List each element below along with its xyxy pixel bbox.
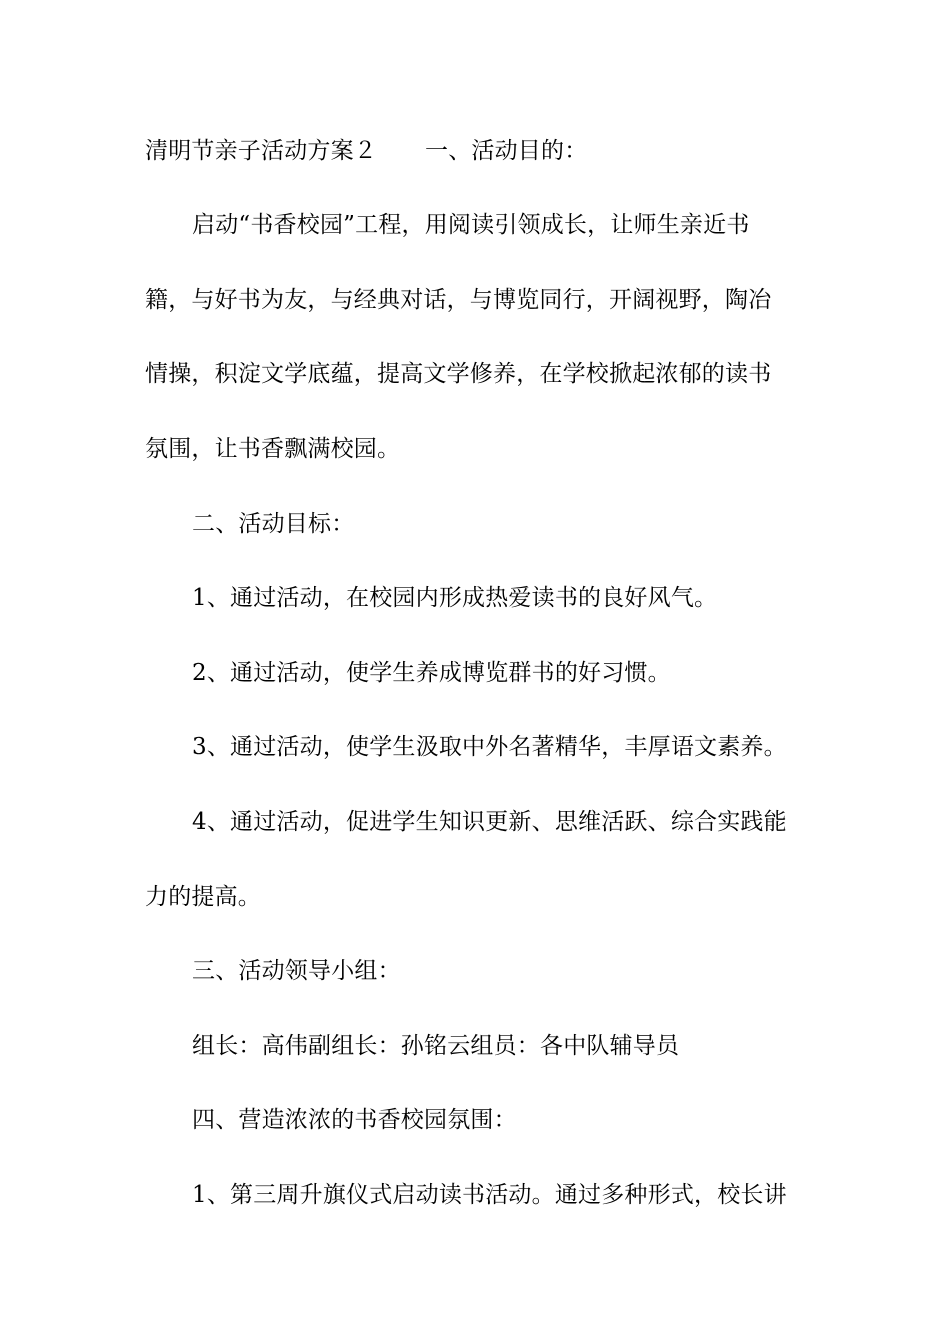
goal-item-continuation: 力的提高。 <box>145 884 261 910</box>
paragraph-line: 启动“书香校园”工程，用阅读引领成长，让师生亲近书 <box>192 212 750 238</box>
paragraph-line: 氛围，让书香飘满校园。 <box>145 436 401 462</box>
goal-item: 2、通过活动，使学生养成博览群书的好习惯。 <box>192 660 671 686</box>
paragraph-line: 籍，与好书为友，与经典对话，与博览同行，开阔视野，陶冶 <box>145 287 772 313</box>
section-heading-goals: 二、活动目标： <box>192 511 355 537</box>
section-heading-purpose: 一、活动目的： <box>425 138 588 164</box>
atmosphere-item: 1、第三周升旗仪式启动读书活动。通过多种形式，校长讲 <box>192 1182 787 1208</box>
section-heading-leadership: 三、活动领导小组： <box>192 958 401 984</box>
goal-item: 1、通过活动，在校园内形成热爱读书的良好风气。 <box>192 585 718 611</box>
goal-item: 3、通过活动，使学生汲取中外名著精华，丰厚语文素养。 <box>192 734 787 760</box>
paragraph-line: 情操，积淀文学底蕴，提高文学修养，在学校掀起浓郁的读书 <box>145 361 772 387</box>
section-heading-atmosphere: 四、营造浓浓的书香校园氛围： <box>192 1107 517 1133</box>
leadership-members: 组长：高伟副组长：孙铭云组员：各中队辅导员 <box>192 1033 680 1059</box>
title-row <box>145 136 587 166</box>
goal-item: 4、通过活动，促进学生知识更新、思维活跃、综合实践能 <box>192 809 787 835</box>
document-title: 清明节亲子活动方案２ <box>145 138 377 164</box>
